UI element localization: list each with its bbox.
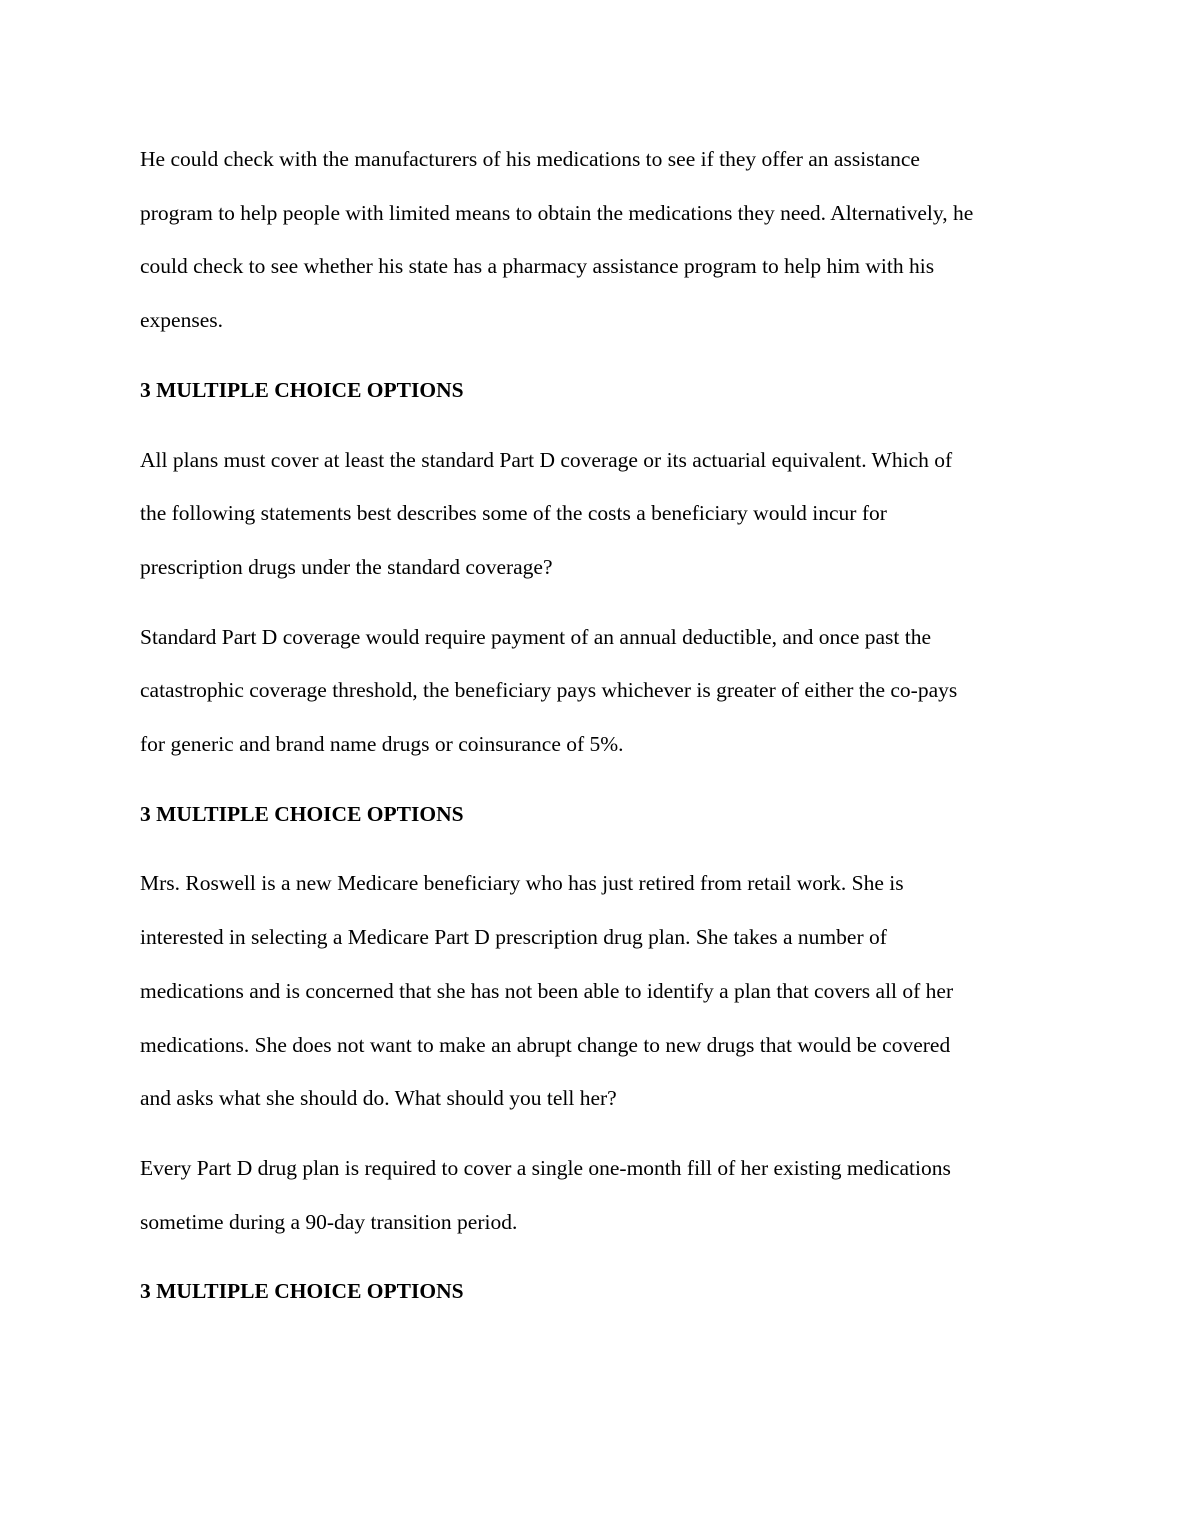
- text-line: Standard Part D coverage would require payment of an annual deductible, and once past the: [140, 624, 932, 649]
- text-line: interested in selecting a Medicare Part D prescription drug plan. She takes a number of: [140, 925, 887, 950]
- question-mrs-roswell: [140, 857, 1055, 1126]
- text-line: the following statements best describes some of the costs a beneficiary would incur for: [140, 501, 887, 526]
- text-line: medications. She does not want to make an abrupt change to new drugs that would be covered: [140, 1032, 951, 1057]
- text-line: program to help people with limited means to obtain the medications they need. Alternatively, he: [140, 200, 974, 225]
- heading-text: 3 MULTIPLE CHOICE OPTIONS: [140, 377, 464, 402]
- text-line: could check to see whether his state has a pharmacy assistance program to help him with his: [140, 254, 935, 279]
- answer-transition-period: [140, 1142, 1055, 1249]
- text-line: and asks what she should do. What should you tell her?: [140, 1086, 617, 1111]
- text-line: catastrophic coverage threshold, the beneficiary pays whichever is greater of either the co-pays: [140, 678, 958, 703]
- heading-text: 3 MULTIPLE CHOICE OPTIONS: [140, 801, 464, 826]
- text-line: medications and is concerned that she has not been able to identify a plan that covers all of her: [140, 978, 954, 1003]
- answer-standard-coverage: [140, 611, 1055, 772]
- text-line: Mrs. Roswell is a new Medicare beneficiary who has just retired from retail work. She is: [140, 871, 904, 896]
- text-line: All plans must cover at least the standard Part D coverage or its actuarial equivalent. Which of: [140, 447, 953, 472]
- section-heading: [140, 788, 1055, 842]
- text-line: Every Part D drug plan is required to cover a single one-month fill of her existing medications: [140, 1155, 951, 1180]
- section-heading: [140, 364, 1055, 418]
- heading-text: 3 MULTIPLE CHOICE OPTIONS: [140, 1279, 464, 1304]
- text-line: for generic and brand name drugs or coinsurance of 5%.: [140, 732, 624, 757]
- question-standard-coverage: [140, 434, 1055, 595]
- document-body: [140, 133, 1055, 1335]
- paragraph-assistance-programs: [140, 133, 1055, 348]
- text-line: He could check with the manufacturers of his medications to see if they offer an assistance: [140, 147, 920, 171]
- text-line: prescription drugs under the standard coverage?: [140, 554, 553, 579]
- text-line: sometime during a 90-day transition period.: [140, 1209, 518, 1234]
- text-line: expenses.: [140, 308, 223, 333]
- section-heading: [140, 1265, 1055, 1319]
